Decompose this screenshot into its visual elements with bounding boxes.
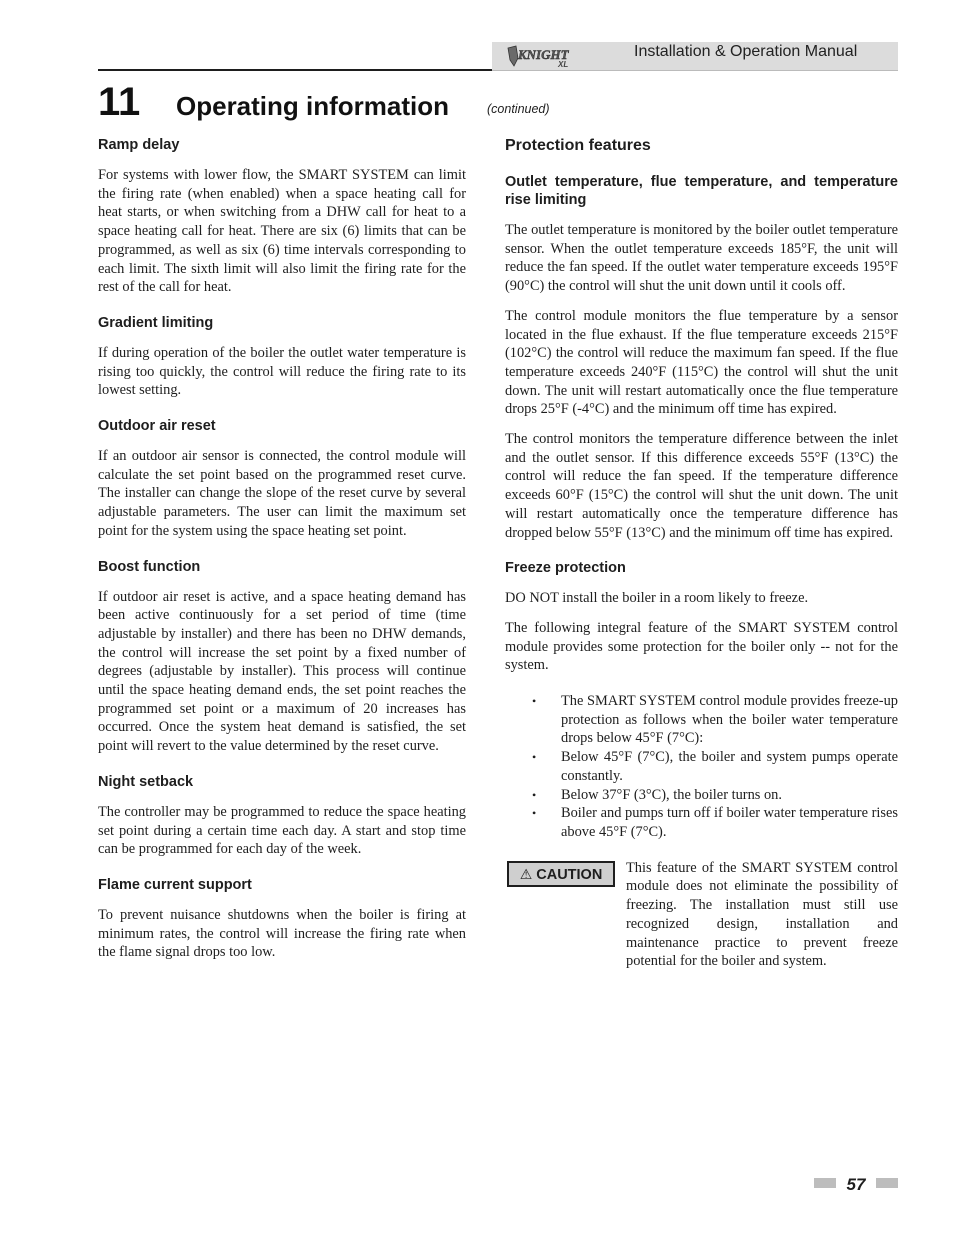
right-column bbox=[505, 136, 898, 971]
chapter-number: 11 bbox=[98, 80, 141, 124]
night-setback-text: The controller may be programmed to reduce the space heating set point during a certain time each day. A start and stop time can be programmed for each day of the week. bbox=[98, 803, 466, 858]
flame-current-support-text: To prevent nuisance shutdowns when the boiler is firing at minimum rates, the control will increase the firing rate when the flame signal drops too low. bbox=[98, 906, 466, 961]
heading-night-setback: Night setback bbox=[98, 773, 194, 790]
list-item: • The SMART SYSTEM control module provides freeze-up protection as follows when the boiler water temperature drops below 45°F (7°C): bbox=[532, 692, 898, 748]
svg-text:XL: XL bbox=[558, 60, 569, 68]
freeze-paragraph-2: The following integral feature of the SMART SYSTEM control module provides some protection for the boiler only -- not for the system. bbox=[505, 619, 898, 674]
ramp-delay-text: For systems with lower flow, the SMART SYSTEM can limit the firing rate (when enabled) when a space heating call for heat starts, or when switching from a DHW call for heat to a space heating call for heat. There are six (6) limits that can be programmed, as well as six (6) time intervals corresponding to each limit. The sixth limit will also limit the firing rate for the rest of the call for heat. bbox=[98, 167, 466, 296]
outlet-paragraph-2: The control module monitors the flue temperature by a sensor located in the flue exhaust. If the flue temperature exceeds 215°F (102°C) the control will reduce the maximum fan speed. If the flue temperature exceeds 240°F (115°C) the control will shut the unit down. The unit will restart automatically once the flue temperature drops 25°F (-4°C) and the minimum off time has expired. bbox=[505, 307, 898, 418]
list-item: • Below 37°F (3°C), the boiler turns on. bbox=[532, 786, 898, 805]
chapter-title: Operating information bbox=[176, 91, 449, 121]
boost-function-text: If outdoor air reset is active, and a space heating demand has been active continuously for a set period of time (time adjustable by installer) and there has been no DHW demands, the control will increase the set point by a fixed number of degrees (adjustable by installer). This process will continue until the space heating demand ends, the set point reaches the programmed set point or a maximum of 20 increases has occurred. Once the system heat demand is satisfied, the set point will revert to the value determined by the reset curve. bbox=[98, 588, 466, 755]
svg-text:KNIGHT: KNIGHT bbox=[518, 47, 569, 62]
list-item: • Boiler and pumps turn off if boiler water temperature rises above 45°F (7°C). bbox=[532, 804, 898, 841]
list-item: • Below 45°F (7°C), the boiler and system pumps operate constantly. bbox=[532, 748, 898, 785]
heading-outlet-temperature: Outlet temperature, flue temperature, and temperature rise limiting bbox=[505, 174, 898, 208]
manual-title: Installation & Operation Manual bbox=[634, 43, 858, 60]
left-column bbox=[98, 136, 466, 962]
warning-triangle-icon: ⚠ bbox=[519, 865, 533, 882]
freeze-paragraph-1: DO NOT install the boiler in a room likely to freeze. bbox=[505, 590, 809, 607]
caution-badge bbox=[507, 861, 615, 887]
footer-bar-right bbox=[876, 1178, 898, 1188]
header-bar bbox=[492, 42, 898, 71]
outlet-paragraph-1: The outlet temperature is monitored by the boiler outlet temperature sensor. When the outlet temperature exceeds 185°F, the unit will reduce the fan speed. If the outlet water temperature exceeds 195°F (90°C) the control will shut the unit down until it cools off. bbox=[505, 222, 898, 295]
outdoor-air-reset-text: If an outdoor air sensor is connected, the control module will calculate the set point based on the programmed reset curve. The installer can change the slope of the reset curve by several adjustable parameters. The user can limit the maximum set point for the system using the space heating set point. bbox=[98, 448, 466, 539]
chapter-continued: (continued) bbox=[487, 102, 550, 116]
heading-gradient-limiting: Gradient limiting bbox=[98, 314, 214, 331]
heading-outdoor-air-reset: Outdoor air reset bbox=[98, 418, 216, 435]
outlet-paragraph-3: The control monitors the temperature difference between the inlet and the outlet sensor. If this difference exceeds 55°F (13°C) the control will reduce the fan speed. If the temperature difference exceeds 60°F (15°C) the control will shut the unit down. The unit will restart automatically once the temperature difference has dropped below 55°F (13°C) and the minimum off time has expired. bbox=[505, 431, 898, 541]
footer-bar-left bbox=[814, 1178, 836, 1188]
caution-text: This feature of the SMART SYSTEM control module does not eliminate the possibility of freezing. The installation must still use recognized design, installation and maintenance practice to prevent freeze potential for the boiler and system. bbox=[626, 859, 898, 970]
caution-notice bbox=[505, 859, 898, 971]
section-title-protection-features: Protection features bbox=[505, 137, 651, 154]
freeze-bullet-list bbox=[505, 692, 898, 842]
heading-freeze-protection: Freeze protection bbox=[505, 560, 626, 577]
heading-flame-current-support: Flame current support bbox=[98, 876, 252, 893]
caution-label: CAUTION bbox=[536, 866, 603, 883]
gradient-limiting-text: If during operation of the boiler the outlet water temperature is rising too quickly, the control will reduce the firing rate to its lowest setting. bbox=[98, 344, 466, 399]
knight-xl-logo bbox=[506, 44, 576, 68]
page-number: 57 bbox=[846, 1175, 866, 1194]
heading-ramp-delay: Ramp delay bbox=[98, 137, 180, 153]
heading-boost-function: Boost function bbox=[98, 558, 201, 575]
